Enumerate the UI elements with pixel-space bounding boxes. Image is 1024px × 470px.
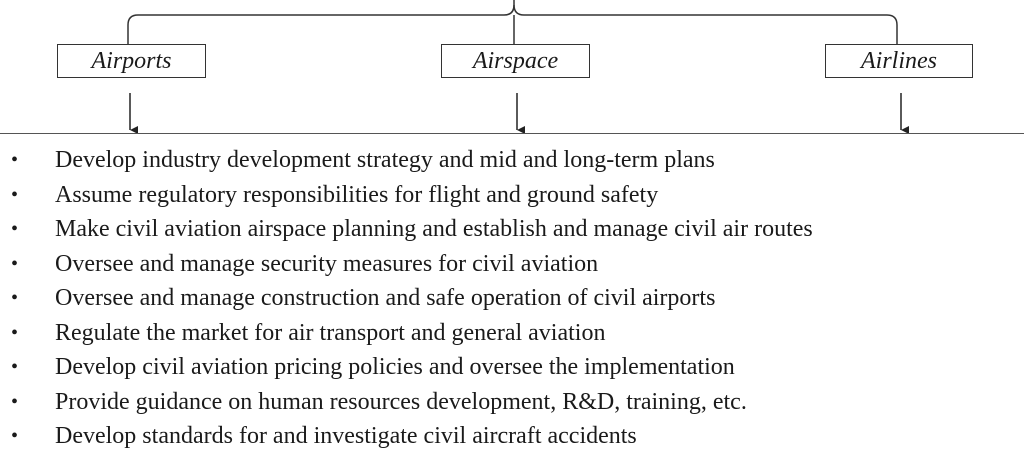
list-item: [0, 316, 1024, 351]
bullet-icon: •: [11, 252, 19, 275]
bullet-icon: •: [11, 183, 19, 206]
responsibility-list: [0, 143, 1024, 454]
airports-label: Airports: [91, 48, 172, 74]
list-item: [0, 247, 1024, 282]
bullet-icon: •: [11, 287, 19, 309]
airports-box: [57, 44, 206, 78]
list-item-text: Assume regulatory responsibilities for flight and ground safety: [55, 181, 659, 208]
airspace-box: [441, 44, 590, 78]
bullet-icon: •: [11, 390, 19, 413]
airlines-label: Airlines: [861, 48, 937, 74]
list-item-text: Make civil aviation airspace planning and establish and manage civil air routes: [55, 216, 813, 242]
list-item: [0, 281, 1024, 316]
list-item-text: Develop civil aviation pricing policies and oversee the implementation: [55, 354, 735, 380]
bullet-icon: •: [11, 149, 19, 171]
airspace-label: Airspace: [472, 48, 559, 74]
list-item-text: Oversee and manage security measures for civil aviation: [55, 250, 599, 277]
top-bracket-right: [514, 5, 897, 44]
top-bracket: [128, 0, 514, 44]
bullet-icon: •: [11, 218, 19, 240]
list-item: [0, 143, 1024, 178]
list-item-text: Develop industry development strategy and mid and long-term plans: [55, 147, 715, 173]
list-item-text: Regulate the market for air transport and general aviation: [55, 319, 606, 346]
section-divider: [0, 133, 1024, 134]
list-item: [0, 419, 1024, 454]
bullet-icon: •: [11, 425, 19, 447]
bullet-icon: •: [11, 321, 19, 344]
bullet-icon: •: [11, 356, 19, 378]
list-item-text: Oversee and manage construction and safe operation of civil airports: [55, 285, 716, 311]
airlines-box: [825, 44, 973, 78]
list-item: [0, 350, 1024, 385]
list-item: [0, 385, 1024, 420]
list-item: [0, 212, 1024, 247]
list-item: [0, 178, 1024, 213]
list-item-text: Provide guidance on human resources development, R&D, training, etc.: [55, 388, 747, 415]
list-item-text: Develop standards for and investigate civil aircraft accidents: [55, 423, 637, 449]
